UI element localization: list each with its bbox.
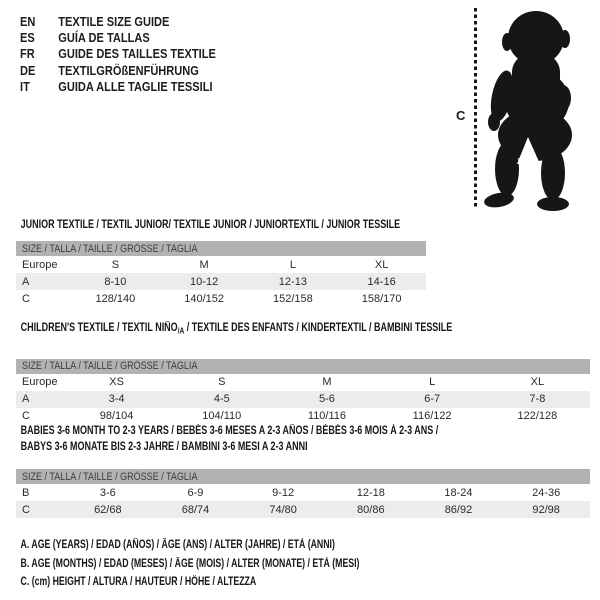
language-title: GUIDE DES TAILLES TEXTILE [58, 46, 216, 62]
size-cell: 7-8 [485, 391, 590, 408]
size-cell: 14-16 [337, 273, 426, 290]
size-header-row [16, 359, 590, 374]
table-row-months [16, 484, 590, 501]
size-cell: 10-12 [160, 273, 249, 290]
size-cell: 122/128 [517, 410, 558, 422]
size-cell: S [111, 258, 120, 271]
language-row-de [20, 62, 216, 78]
size-cell: 152/158 [272, 292, 313, 305]
language-row-it [20, 79, 216, 95]
size-cell: 128/140 [95, 292, 136, 305]
size-cell: 92/98 [502, 501, 590, 518]
language-row-fr [20, 46, 216, 62]
language-title: GUIDA ALLE TAGLIE TESSILI [58, 79, 213, 95]
size-cell: 8-10 [71, 273, 160, 290]
size-cell: 98/104 [99, 410, 134, 422]
size-cell: 140/152 [184, 292, 224, 305]
size-cell: 3-4 [64, 391, 169, 408]
size-header-cell [16, 241, 426, 256]
size-cell: S [218, 376, 226, 388]
language-code: FR [20, 46, 35, 62]
size-cell: L [429, 376, 436, 388]
size-cell: 9-12 [272, 486, 295, 499]
table-row-age [16, 273, 426, 290]
size-cell: 62/68 [64, 501, 152, 518]
language-list [20, 13, 250, 95]
table-row-height [16, 408, 590, 425]
language-code: EN [20, 13, 36, 29]
babies-section [16, 425, 590, 518]
row-label: C [22, 410, 30, 422]
children-size-table [16, 359, 590, 425]
size-cell: M [322, 376, 332, 388]
height-measure-label: C [456, 108, 466, 123]
language-title: TEXTILGRÖßENFÜHRUNG [58, 62, 199, 78]
row-label: C [22, 292, 30, 305]
footnote-a: A. AGE (YEARS) / EDAD (AÑOS) / ÂGE (ANS) / ALTER (JAHRE) / ETÀ (ANNI) [20, 539, 335, 551]
size-cell: XL [374, 258, 389, 271]
language-title: TEXTILE SIZE GUIDE [58, 13, 170, 29]
size-header-text: SIZE / TALLA / TAILLE / GRÖSSE / TAGLIA [22, 242, 198, 255]
row-label: B [22, 486, 30, 499]
size-cell: XL [530, 376, 545, 388]
babies-section-title-line1: BABIES 3-6 MONTH TO 2-3 YEARS / BEBÉS 3-6 MESES A 2-3 AÑOS / BÉBÉS 3-6 MOIS À 2-3 ANS / [20, 425, 439, 437]
table-row-europe [16, 256, 426, 273]
size-cell: 104/110 [202, 410, 242, 422]
table-row-age [16, 391, 590, 408]
babies-section-title-line2: BABYS 3-6 MONATE BIS 2-3 JAHRE / BAMBINI 3-6 MESI A 2-3 ANNI [20, 441, 308, 453]
title-text: / TEXTILE DES ENFANTS / KINDERTEXTIL / BAMBINI TESSILE [184, 322, 453, 334]
size-cell: 6-7 [380, 391, 485, 408]
row-label: A [16, 273, 71, 290]
size-cell: 110/116 [307, 410, 347, 422]
table-row-europe [16, 374, 590, 391]
size-header-cell [16, 359, 590, 374]
language-row-en [20, 13, 216, 29]
footnotes [16, 536, 468, 592]
size-cell: 3-6 [99, 486, 116, 499]
toddler-silhouette-icon [483, 4, 598, 212]
junior-size-table [16, 241, 426, 307]
row-label: Europe [22, 258, 58, 271]
table-row-height [16, 290, 426, 307]
size-header-cell [16, 469, 590, 484]
size-cell: 158/170 [361, 292, 402, 305]
language-code: ES [20, 30, 35, 46]
size-cell: 74/80 [239, 501, 327, 518]
size-cell: 86/92 [415, 501, 503, 518]
size-cell: 68/74 [152, 501, 240, 518]
size-cell: 80/86 [327, 501, 415, 518]
size-header-text: SIZE / TALLA / TAILLE / GRÖSSE / TAGLIA [22, 470, 198, 483]
size-header-row [16, 469, 590, 484]
children-section [16, 322, 590, 425]
size-header-row [16, 241, 426, 256]
footnote-b: B. AGE (MONTHS) / EDAD (MESES) / ÂGE (MOIS) / ALTER (MONATE) / ETÀ (MESI) [20, 557, 360, 570]
size-cell: 24-36 [532, 486, 561, 499]
size-cell: 12-18 [356, 486, 385, 499]
junior-section-title: JUNIOR TEXTILE / TEXTIL JUNIOR/ TEXTILE JUNIOR / JUNIORTEXTIL / JUNIOR TESSILE [20, 219, 401, 231]
height-measure-dashed-line [474, 8, 477, 208]
language-code: DE [20, 62, 36, 78]
babies-size-table [16, 469, 590, 518]
size-cell: 116/122 [412, 410, 452, 422]
children-section-title [16, 322, 464, 338]
size-cell: 12-13 [249, 273, 338, 290]
size-cell: 5-6 [274, 391, 379, 408]
row-label: A [16, 391, 64, 408]
row-label: Europe [22, 376, 58, 388]
size-cell: L [289, 258, 296, 271]
size-header-text: SIZE / TALLA / TAILLE / GRÖSSE / TAGLIA [22, 360, 198, 372]
junior-section [16, 219, 426, 307]
size-cell: 4-5 [169, 391, 274, 408]
row-label: C [16, 501, 64, 518]
size-cell: M [199, 258, 209, 271]
language-code: IT [20, 79, 30, 95]
title-subscript: /A [177, 325, 185, 336]
language-title: GUÍA DE TALLAS [58, 30, 150, 46]
language-row-es [20, 29, 216, 45]
size-cell: 6-9 [187, 486, 204, 499]
footnote-c: C. (cm) HEIGHT / ALTURA / HAUTEUR / HÖHE / ALTEZZA [20, 576, 257, 588]
size-cell: XS [109, 376, 124, 388]
title-text: CHILDREN'S TEXTILE / TEXTIL NIÑO [20, 322, 178, 334]
table-row-height [16, 501, 590, 518]
size-cell: 18-24 [444, 486, 473, 499]
